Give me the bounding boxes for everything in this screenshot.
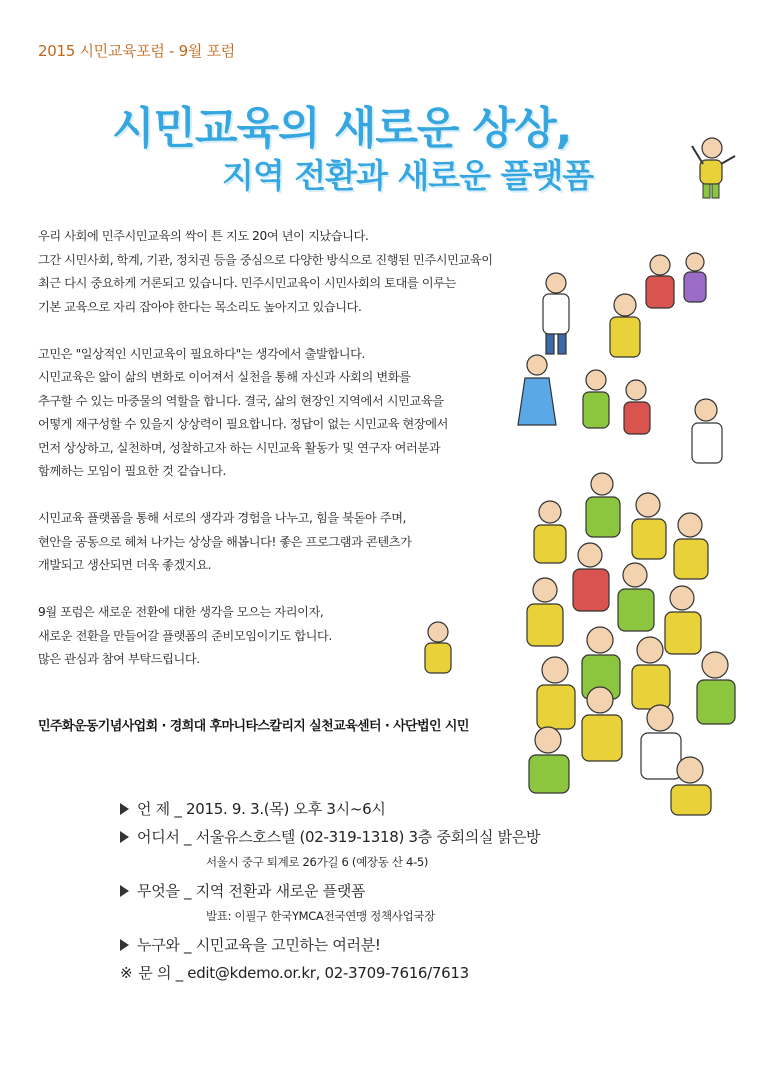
paragraph (38, 601, 558, 672)
text-line: 어떻게 재구성할 수 있을지 상상력이 필요합니다. 정답이 없는 시민교육 현장에서 (38, 417, 449, 431)
info-where (120, 826, 680, 854)
arrow-right-icon (120, 831, 129, 843)
arrow-right-icon (120, 885, 129, 897)
paragraph (38, 507, 558, 578)
arrow-right-icon (120, 939, 129, 951)
text-line: 우리 사회에 민주시민교육의 싹이 튼 지도 20여 년이 지났습니다. (38, 229, 369, 243)
info-when (120, 798, 680, 826)
info-what (120, 880, 680, 908)
info-what-text: 무엇을 _ 지역 전환과 새로운 플랫폼 (137, 882, 366, 900)
text-line: 시민교육 플랫폼을 통해 서로의 생각과 경험을 나누고, 힘을 북돋아 주며, (38, 511, 407, 525)
text-line: 고민은 "일상적인 시민교육이 필요하다"는 생각에서 출발합니다. (38, 346, 365, 361)
reference-mark-icon: ※ (120, 964, 133, 982)
event-info (120, 798, 680, 990)
info-what-presenter: 발표: 이필구 한국YMCA전국연맹 정책사업국장 (206, 909, 436, 923)
arrow-right-icon (120, 803, 129, 815)
info-where-address: 서울시 중구 퇴계로 26가길 6 (예장동 산 4-5) (206, 855, 429, 869)
info-who (120, 934, 680, 962)
text-line: 최근 다시 중요하게 거론되고 있습니다. 민주시민교육이 시민사회의 토대를 이루는 (38, 276, 456, 290)
paragraph (38, 343, 558, 484)
info-where-text: 어디서 _ 서울유스호스텔 (02-319-1318) 3층 중회의실 밝은방 (137, 828, 541, 846)
organizers: 민주화운동기념사업회 · 경희대 후마니타스칼리지 실천교육센터 · 사단법인 시민 (38, 719, 469, 734)
page-subtitle: 지역 전환과 새로운 플랫폼 (222, 156, 594, 195)
text-line: 함께하는 모임이 필요한 것 같습니다. (38, 464, 226, 478)
info-contact (120, 962, 680, 990)
forum-label: 2015 시민교육포럼 - 9월 포럼 (38, 42, 235, 60)
text-line: 추구할 수 있는 마중물의 역할을 합니다. 결국, 삶의 현장인 지역에서 시민교육을 (38, 393, 444, 408)
text-line: 개발되고 생산되면 더욱 좋겠지요. (38, 558, 212, 572)
info-when-text: 언 제 _ 2015. 9. 3.(목) 오후 3시~6시 (137, 800, 386, 818)
text-line: 그간 시민사회, 학계, 기관, 정치권 등을 중심으로 다양한 방식으로 진행된 민주시민교육이 (38, 252, 493, 267)
info-who-text: 누구와 _ 시민교육을 고민하는 여러분! (137, 936, 381, 954)
page-title: 시민교육의 새로운 상상, (112, 103, 572, 154)
info-contact-text: 문 의 _ edit@kdemo.or.kr, 02-3709-7616/7613 (138, 964, 469, 982)
text-line: 새로운 전환을 만들어갈 플랫폼의 준비모임이기도 합니다. (38, 628, 332, 643)
text-line: 기본 교육으로 자리 잡아야 한다는 목소리도 높아지고 있습니다. (38, 299, 362, 314)
text-line: 먼저 상상하고, 실천하며, 성찰하고자 하는 시민교육 활동가 및 연구자 여러분과 (38, 440, 441, 455)
text-line: 9월 포럼은 새로운 전환에 대한 생각을 모으는 자리이자, (38, 605, 324, 619)
waving-person-illustration (692, 138, 735, 198)
body-text (38, 225, 558, 695)
text-line: 많은 관심과 참여 부탁드립니다. (38, 652, 200, 666)
text-line: 현안을 공동으로 헤쳐 나가는 상상을 해봅니다! 좋은 프로그램과 콘텐츠가 (38, 534, 412, 549)
text-line: 시민교육은 앎이 삶의 변화로 이어져서 실천을 통해 자신과 사회의 변화를 (38, 370, 411, 384)
paragraph (38, 225, 558, 319)
